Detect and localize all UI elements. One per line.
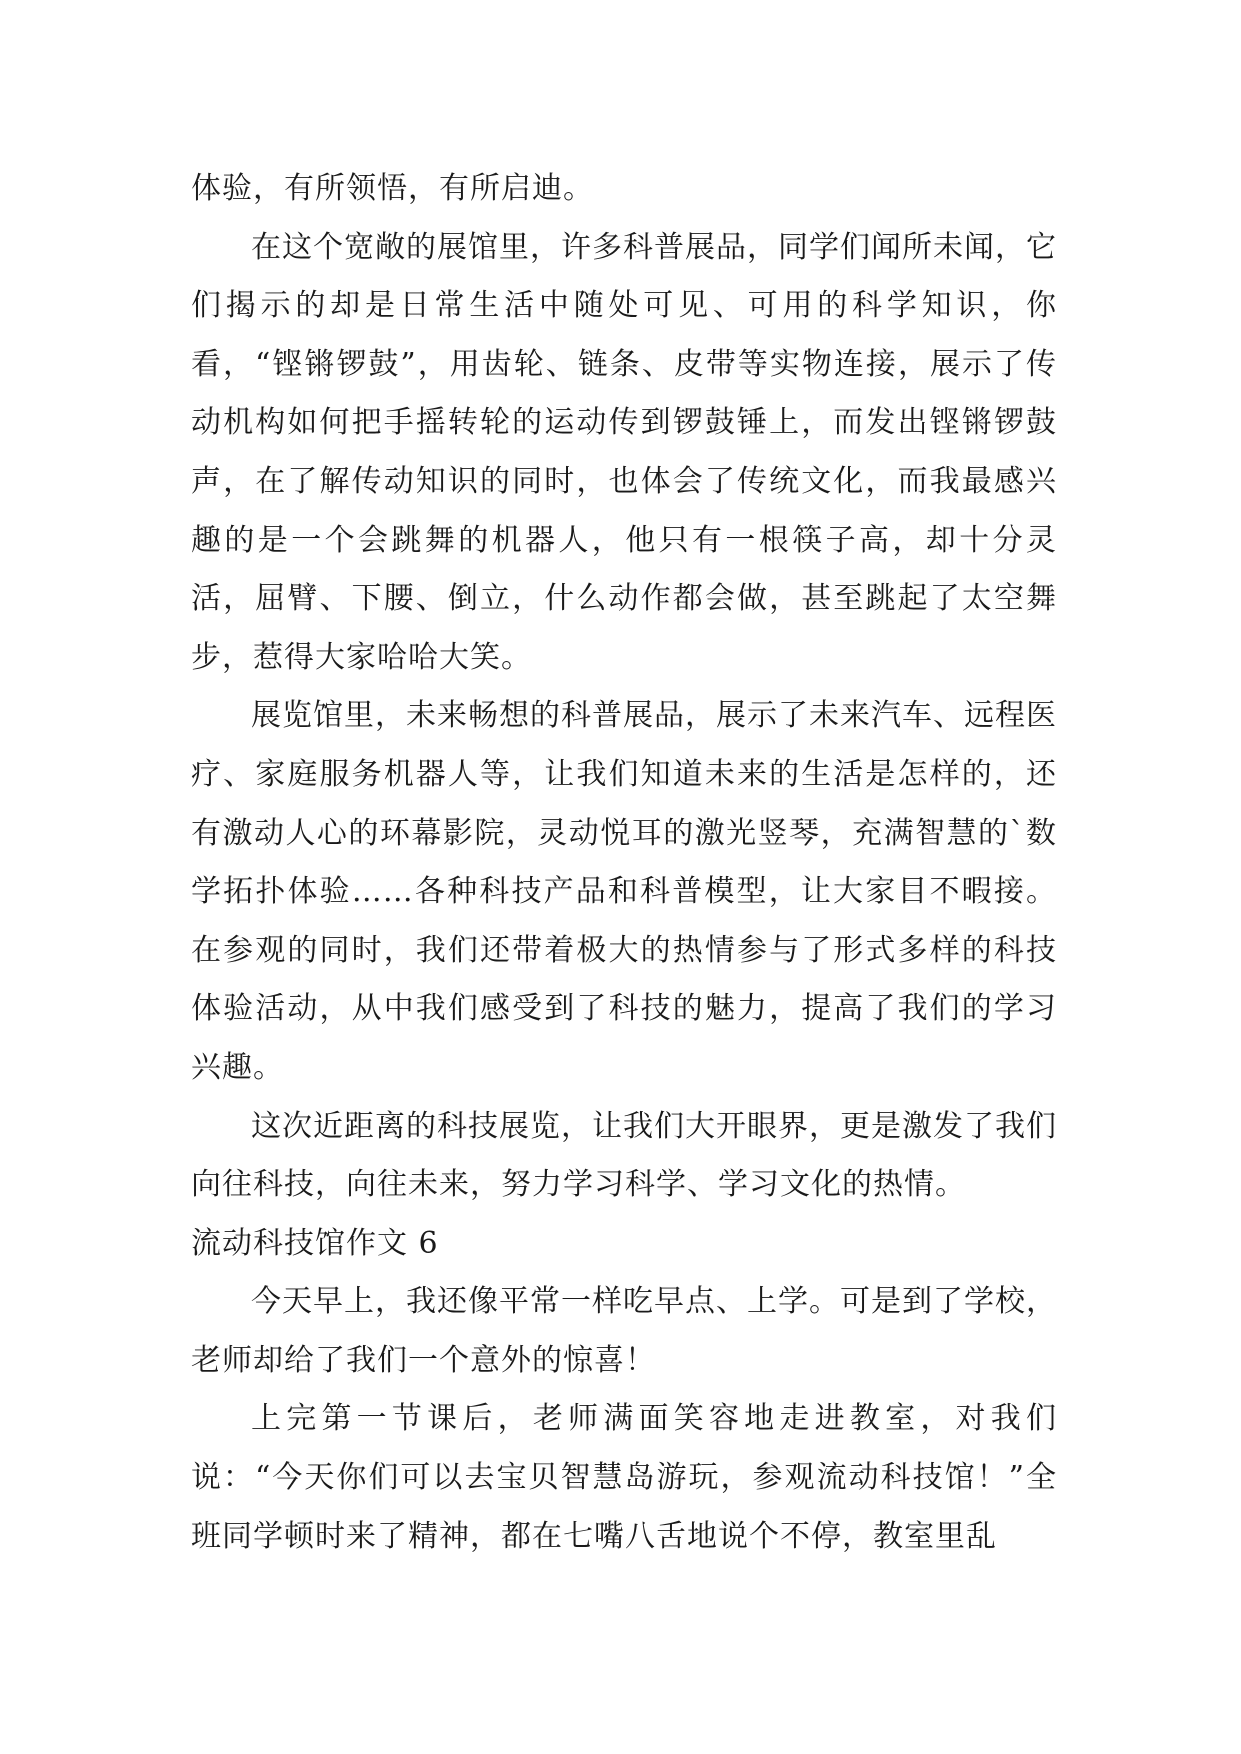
section-heading: 流动科技馆作文 6 [191,1225,439,1261]
paragraph-2: 在这个宽敞的展馆里，许多科普展品，同学们闻所未闻，它们揭示的却是日常生活中随处可见、可用的科学知识，你看，“铿锵锣鼓”，用齿轮、链条、皮带等实物连接，展示了传动机构如何把手摇转轮的运动传到锣鼓锤上，而发出铿锵锣鼓声，在了解传动知识的同时，也体会了传统文化，而我最感兴趣的是一个会跳舞的机器人，他只有一根筷子高，却十分灵活，屈臂、下腰、倒立，什么动作都会做，甚至跳起了太空舞步，惹得大家哈哈大笑。 [191,229,1057,675]
paragraph-4: 这次近距离的科技展览，让我们大开眼界，更是激发了我们向往科技，向往未来，努力学习科学、学习文化的热情。 [191,1108,1057,1203]
document-body [191,160,1057,1566]
paragraph-3: 展览馆里，未来畅想的科普展品，展示了未来汽车、远程医疗、家庭服务机器人等，让我们知道未来的生活是怎样的，还有激动人心的环幕影院，灵动悦耳的激光竖琴，充满智慧的`数学拓扑体验……各种科技产品和科普模型，让大家目不暇接。在参观的同时，我们还带着极大的热情参与了形式多样的科技体验活动，从中我们感受到了科技的魅力，提高了我们的学习兴趣。 [191,698,1057,1085]
paragraph-1: 体验，有所领悟，有所启迪。 [191,171,594,206]
paragraph-5: 今天早上，我还像平常一样吃早点、上学。可是到了学校，老师却给了我们一个意外的惊喜！ [191,1284,1057,1378]
paragraph-6: 上完第一节课后，老师满面笑容地走进教室，对我们说：“今天你们可以去宝贝智慧岛游玩，参观流动科技馆！”全班同学顿时来了精神，都在七嘴八舌地说个不停，教室里乱 [191,1401,1057,1554]
